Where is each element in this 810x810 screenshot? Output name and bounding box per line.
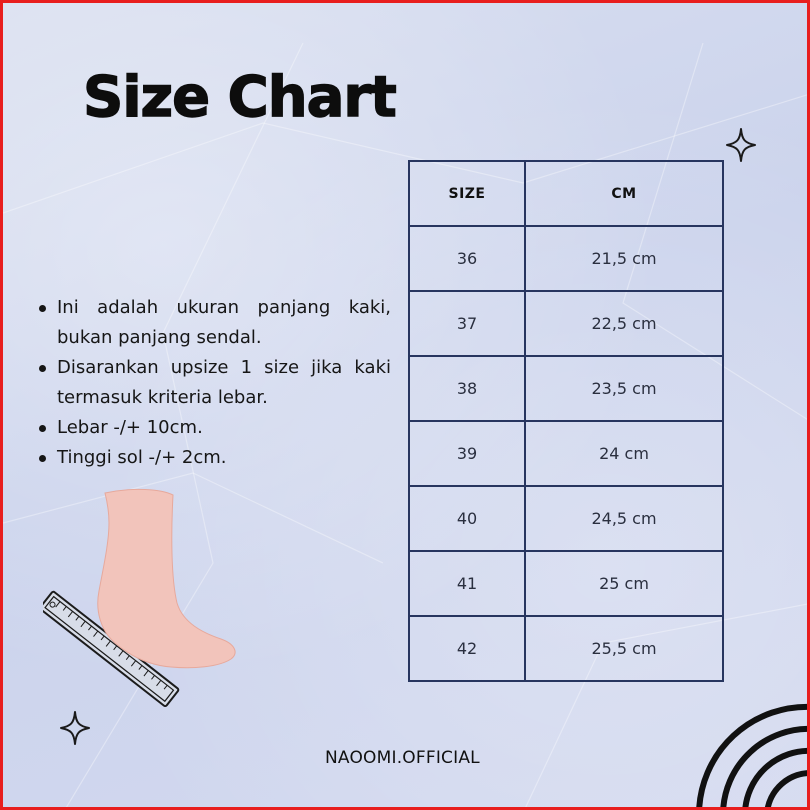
cm-cell: 25 cm bbox=[525, 551, 723, 616]
size-cell: 39 bbox=[409, 421, 525, 486]
cm-cell: 24,5 cm bbox=[525, 486, 723, 551]
arcs-decoration bbox=[687, 693, 810, 810]
size-cell: 41 bbox=[409, 551, 525, 616]
table-row bbox=[409, 356, 723, 421]
note-item: Disarankan upsize 1 size jika kaki termasuk kriteria lebar. bbox=[33, 353, 391, 413]
size-cell: 42 bbox=[409, 616, 525, 681]
size-cell: 40 bbox=[409, 486, 525, 551]
cm-cell: 21,5 cm bbox=[525, 226, 723, 291]
brand-footer: NAOOMI.OFFICIAL bbox=[325, 748, 480, 768]
table-row bbox=[409, 486, 723, 551]
column-header-size: SIZE bbox=[409, 161, 525, 226]
column-header-cm: CM bbox=[525, 161, 723, 226]
sparkle-icon bbox=[725, 127, 757, 163]
foot-and-ruler-illustration bbox=[43, 483, 253, 723]
cm-cell: 23,5 cm bbox=[525, 356, 723, 421]
table-header-row bbox=[409, 161, 723, 226]
cm-cell: 22,5 cm bbox=[525, 291, 723, 356]
note-item: Ini adalah ukuran panjang kaki, bukan panjang sendal. bbox=[33, 293, 391, 353]
table-row bbox=[409, 551, 723, 616]
cm-cell: 25,5 cm bbox=[525, 616, 723, 681]
foot-illustration bbox=[98, 489, 235, 667]
table-row bbox=[409, 291, 723, 356]
size-table bbox=[408, 160, 724, 682]
size-cell: 38 bbox=[409, 356, 525, 421]
note-item: Tinggi sol -/+ 2cm. bbox=[33, 443, 391, 473]
table-row bbox=[409, 421, 723, 486]
note-item: Lebar -/+ 10cm. bbox=[33, 413, 391, 443]
table-row bbox=[409, 616, 723, 681]
cm-cell: 24 cm bbox=[525, 421, 723, 486]
page-title: Size Chart bbox=[83, 65, 396, 130]
size-cell: 37 bbox=[409, 291, 525, 356]
size-cell: 36 bbox=[409, 226, 525, 291]
notes-list bbox=[33, 293, 391, 473]
table-row bbox=[409, 226, 723, 291]
